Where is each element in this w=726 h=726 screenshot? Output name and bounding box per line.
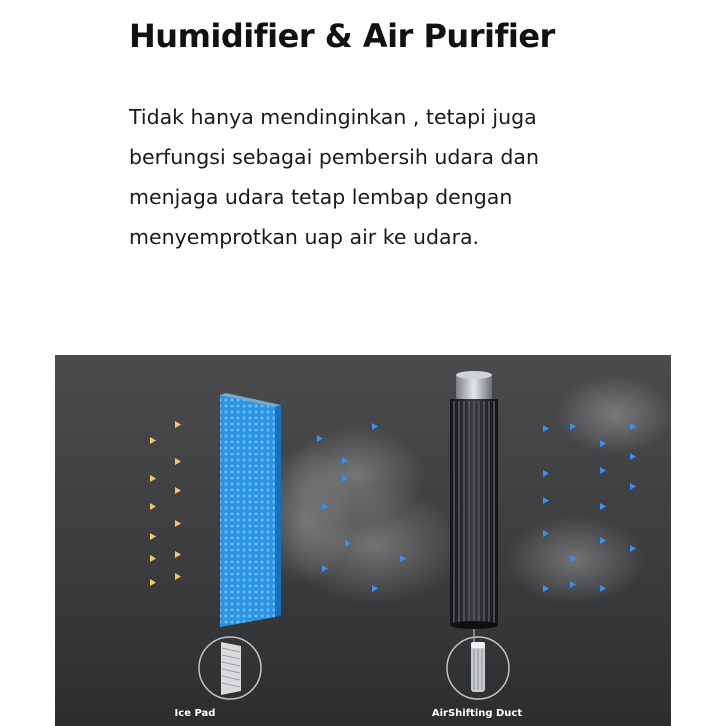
description-line: Tidak hanya mendinginkan , tetapi juga [129, 105, 537, 129]
airshifting-duct-label: AirShifting Duct [431, 708, 523, 719]
ice-pad-label: Ice Pad [174, 708, 216, 719]
description-text [129, 97, 599, 257]
description-line: berfungsi sebagai pembersih udara dan [129, 145, 539, 169]
description-line: menjaga udara tetap lembap dengan [129, 185, 513, 209]
description-line: menyemprotkan uap air ke udara. [129, 225, 480, 249]
airflow-illustration [55, 355, 671, 726]
page-title: Humidifier & Air Purifier [129, 17, 555, 55]
airshifting-duct-graphic [450, 371, 498, 645]
ice-pad-graphic [220, 393, 281, 627]
